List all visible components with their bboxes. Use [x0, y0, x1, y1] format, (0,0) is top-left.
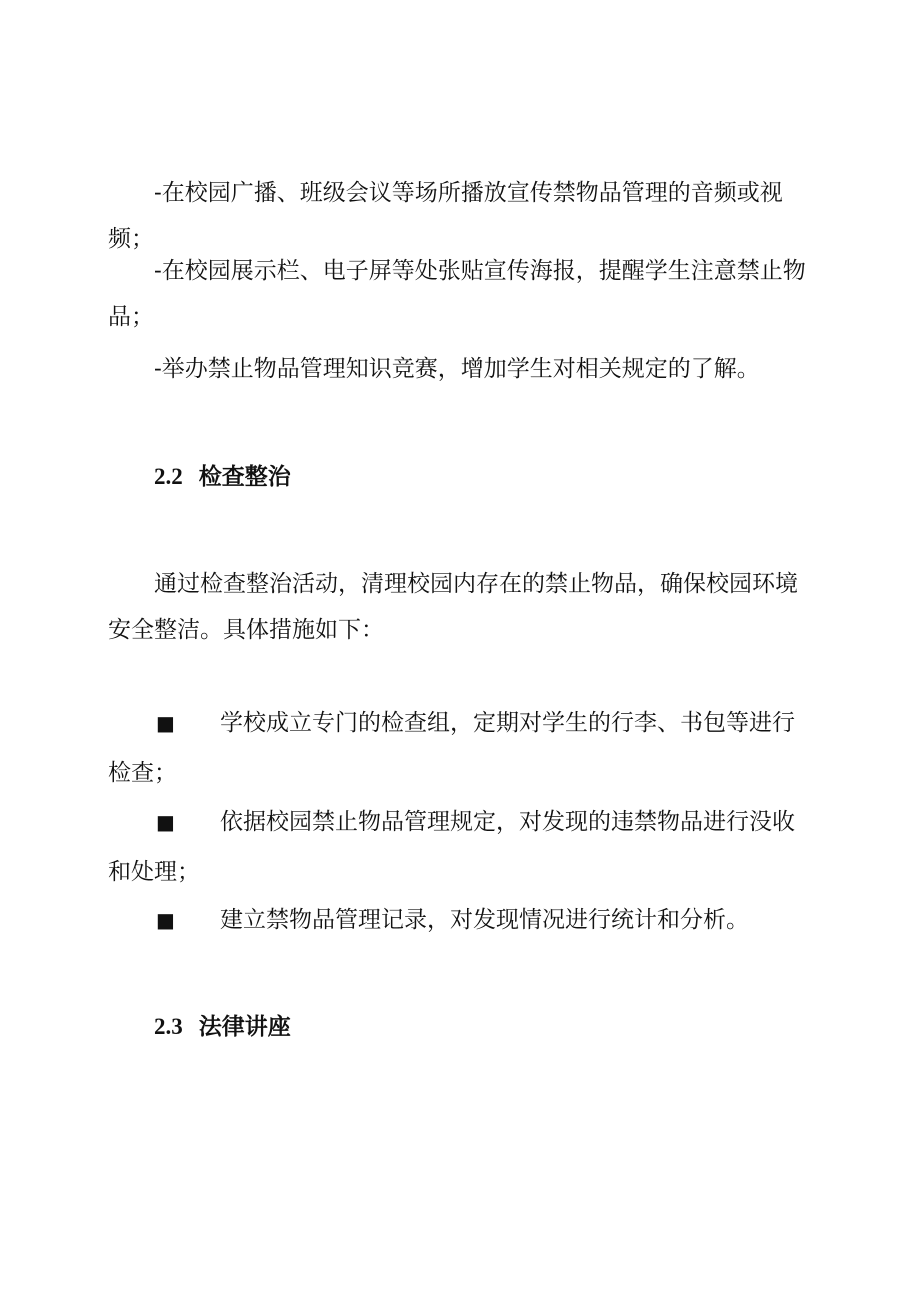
list-item-broadcast: -在校园广播、班级会议等场所播放宣传禁物品管理的音频或视频；	[108, 180, 783, 252]
square-bullet-icon: ■	[156, 908, 175, 932]
section-number: 2.3	[154, 1014, 183, 1039]
bullet-item-confiscation	[108, 797, 808, 897]
square-bullet-icon: ■	[156, 711, 175, 735]
section-intro-paragraph: 通过检查整治活动，清理校园内存在的禁止物品，确保校园环境安全整洁。具体措施如下：	[108, 571, 798, 643]
bullet-item-inspection-group	[108, 698, 808, 798]
section-title: 法律讲座	[198, 1014, 291, 1040]
list-item-poster: -在校园展示栏、电子屏等处张贴宣传海报，提醒学生注意禁止物品；	[108, 258, 806, 330]
bullet-text: 建立禁物品管理记录，对发现情况进行统计和分析。	[220, 907, 749, 933]
list-item-contest: -举办禁止物品管理知识竞赛，增加学生对相关规定的了解。	[154, 356, 760, 382]
bullet-text: 依据校园禁止物品管理规定，对发现的违禁物品进行没收和处理；	[108, 809, 795, 885]
section-heading-2-3	[154, 1012, 291, 1042]
square-bullet-icon: ■	[156, 810, 175, 834]
section-title: 检查整治	[198, 464, 291, 490]
bullet-item-records	[108, 895, 808, 945]
section-number: 2.2	[154, 464, 183, 489]
bullet-text: 学校成立专门的检查组，定期对学生的行李、书包等进行检查；	[108, 710, 795, 786]
section-heading-2-2	[154, 462, 291, 492]
